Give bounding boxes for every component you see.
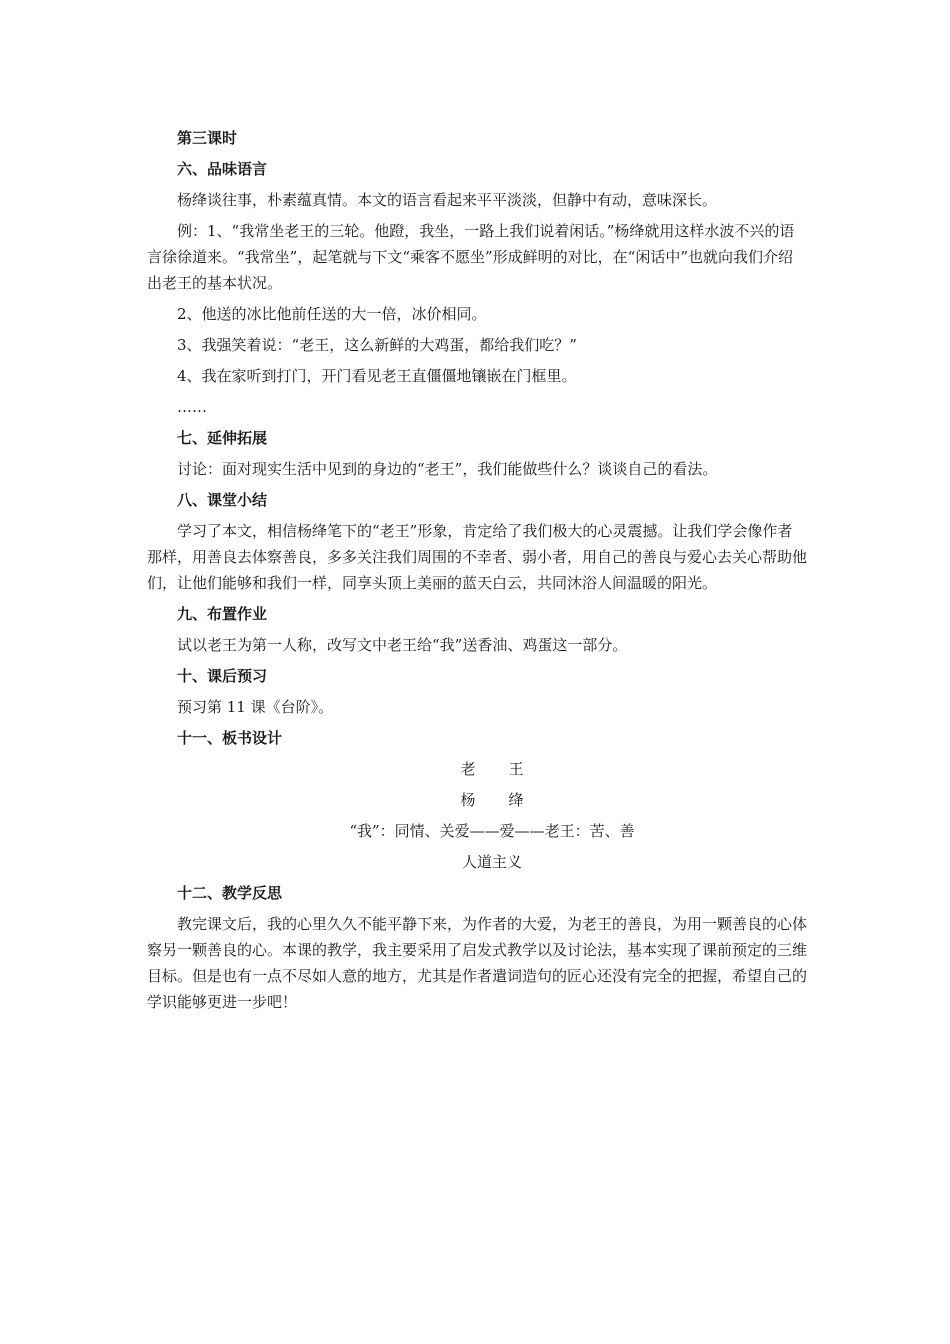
section-11-heading: 十一、板书设计 bbox=[177, 729, 283, 747]
board-title: 老王 bbox=[460, 760, 557, 778]
board-author: 杨绛 bbox=[460, 791, 557, 809]
section-6-heading: 六、品味语言 bbox=[177, 160, 268, 178]
section-9-heading: 九、布置作业 bbox=[177, 605, 268, 623]
section-6-example-2: 2、他送的冰比他前任送的大一倍，冰价相同。 bbox=[177, 305, 487, 323]
section-7-text: 讨论：面对现实生活中见到的身边的“老王”，我们能做些什么？谈谈自己的看法。 bbox=[177, 460, 718, 478]
section-6-ellipsis: …… bbox=[177, 398, 207, 416]
section-12-heading: 十二、教学反思 bbox=[177, 884, 283, 902]
lesson-title: 第三课时 bbox=[177, 129, 238, 147]
section-10-heading: 十、课后预习 bbox=[177, 667, 268, 685]
section-7-heading: 七、延伸拓展 bbox=[177, 429, 268, 447]
section-8-heading: 八、课堂小结 bbox=[177, 491, 268, 509]
document-body bbox=[147, 125, 807, 1020]
section-6-intro: 杨绛谈往事，朴素蕴真情。本文的语言看起来平平淡淡，但静中有动，意味深长。 bbox=[177, 191, 718, 209]
section-6-example-3: 3、我强笑着说：“老王，这么新鲜的大鸡蛋，都给我们吃？” bbox=[177, 336, 577, 354]
board-theme: 人道主义 bbox=[461, 853, 522, 871]
section-6-example-1: 例：1、“我常坐老王的三轮。他蹬，我坐，一路上我们说着闲话。”杨绛就用这样水波不兴的语言徐徐道来。“我常坐”，起笔就与下文“乘客不愿坐”形成鲜明的对比，在“闲话中”也就向我们介绍出老王的基本状况。 bbox=[147, 222, 795, 292]
section-8-text: 学习了本文，相信杨绛笔下的“老王”形象，肯定给了我们极大的心灵震撼。让我们学会像作者那样，用善良去体察善良，多多关注我们周围的不幸者、弱小者，用自己的善良与爱心去关心帮助他们，让他们能够和我们一样，同享头顶上美丽的蓝天白云，共同沐浴人间温暖的阳光。 bbox=[147, 522, 808, 592]
section-9-text: 试以老王为第一人称，改写文中老王给“我”送香油、鸡蛋这一部分。 bbox=[177, 636, 628, 654]
section-10-text: 预习第 11 课《台阶》。 bbox=[177, 698, 334, 716]
section-12-text: 教完课文后，我的心里久久不能平静下来，为作者的大爱，为老王的善良，为用一颗善良的心体察另一颗善良的心。本课的教学，我主要采用了启发式教学以及讨论法，基本实现了课前预定的三维目标。但是也有一点不尽如人意的地方，尤其是作者遣词造句的匠心还没有完全的把握，希望自己的学识能够更进一步吧！ bbox=[147, 915, 808, 1011]
section-6-example-4: 4、我在家听到打门，开门看见老王直僵僵地镶嵌在门框里。 bbox=[177, 367, 577, 385]
board-relation-line: “我”：同情、关爱——爱——老王：苦、善 bbox=[349, 822, 635, 840]
blackboard-design bbox=[147, 756, 807, 875]
